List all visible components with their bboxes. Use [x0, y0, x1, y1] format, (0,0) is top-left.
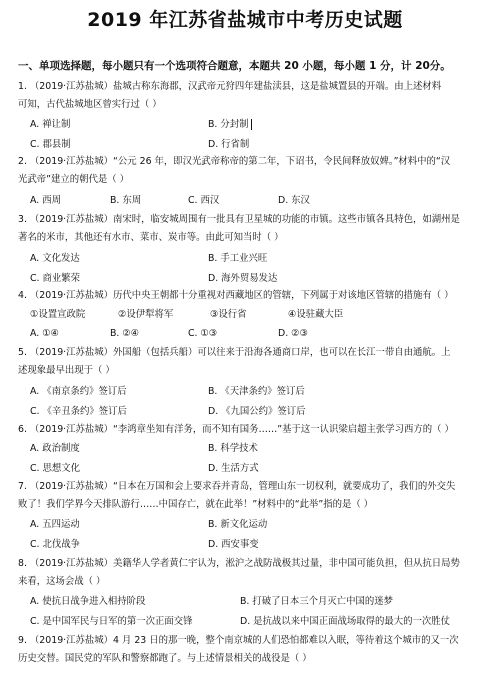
question-3-options	[30, 250, 480, 290]
page-title: 2019 年江苏省盐城市中考历史试题	[87, 9, 403, 31]
question-7-options	[30, 516, 480, 556]
question-5	[18, 344, 476, 380]
question-4-line-1: 4. （2019·江苏盐城）历代中央王朝都十分重视对西藏地区的管辖，下列属于对该地区管辖的措施有（ ）	[18, 290, 454, 301]
option-a: A. 《南京条约》签订后	[30, 386, 127, 397]
option-a: A. 文化发达	[30, 253, 80, 264]
question-1	[18, 78, 476, 114]
option-a: A. 五四运动	[30, 519, 80, 530]
option-c: C. ①③	[188, 328, 218, 339]
item-4: ④设驻藏大臣	[288, 309, 344, 320]
question-1-options	[30, 116, 480, 156]
option-a: A. 使抗日战争进入相持阶段	[30, 596, 146, 607]
option-c: C. 是中国军民与日军的第一次正面交锋	[30, 616, 193, 627]
option-b: B. 打破了日本三个月灭亡中国的迷梦	[240, 596, 394, 607]
question-3-line-2: 著名的米市，其他还有水市、菜市、炭市等。由此可知当时（ ）	[18, 232, 284, 243]
question-6	[18, 421, 476, 439]
option-a: A. 政治制度	[30, 443, 80, 454]
option-b-text: B. 分封制	[208, 119, 249, 130]
question-1-line-1: 1. （2019·江苏盐城）盐城古称东海郡，汉武帝元狩四年建盐渎县，这是盐城置县的开端。由上述材料	[18, 81, 442, 92]
option-d: D. 生活方式	[208, 463, 259, 474]
question-7-line-1: 7. （2019·江苏盐城）“日本在万国和会上要求吞并青岛，管理山东一切权利，就要成功了，我们的外交失	[18, 481, 456, 492]
section-header: 一、单项选择题，每小题只有一个选项符合题意，本题共 20 小题，每小题 1 分，计 20分。	[18, 60, 451, 72]
question-5-line-2: 述现象最早出现于（ ）	[18, 365, 115, 376]
option-a: A. 西周	[30, 195, 61, 206]
option-d: D. 是抗战以来中国正面战场取得的最大的一次胜仗	[240, 616, 451, 627]
option-b: B. 东周	[110, 195, 142, 206]
option-c: C. 思想文化	[30, 463, 81, 474]
option-d: D. 行省制	[208, 139, 250, 150]
question-8	[18, 555, 476, 591]
question-6-line-1: 6. （2019·江苏盐城）“李鸿章坐知有洋务，而不知有国务……”基于这一认识梁启超主张学习西方的（ ）	[18, 424, 454, 435]
option-d: D. 东汉	[278, 195, 310, 206]
item-1: ①设置宣政院	[30, 309, 86, 320]
question-2-options	[30, 192, 480, 212]
option-c: C. 北伐战争	[30, 539, 81, 550]
option-b: B. 《天津条约》签订后	[208, 386, 305, 397]
question-1-line-2: 可知，古代盐城地区曾实行过（ ）	[18, 99, 162, 110]
question-9-line-1: 9. （2019·江苏盐城）4 月 23 日的那一晚，整个南京城的人们恐怕都难以入眠，等待着这个城市的又一次	[18, 635, 459, 646]
option-d: D. 海外贸易发达	[208, 273, 278, 284]
option-b	[208, 116, 252, 134]
text-cursor-mark	[251, 119, 253, 130]
question-8-line-1: 8. （2019·江苏盐城）美籍华人学者黄仁宇认为，淞沪之战防战极其过量，非中国可能负担，但从抗日局势	[18, 558, 460, 569]
option-c: C. 商业繁荣	[30, 273, 81, 284]
question-5-line-1: 5. （2019·江苏盐城）外国船（包括兵船）可以往来于沿海各通商口岸，也可以在长江一带自由通航。上	[18, 347, 451, 358]
question-5-options	[30, 383, 480, 423]
option-b: B. ②④	[110, 328, 140, 339]
question-6-options	[30, 440, 480, 480]
option-c: C. 《辛丑条约》签订后	[30, 406, 127, 417]
question-9-line-2: 历史交替。国民党的军队和警察都跑了。与上述情景相关的战役是（ ）	[18, 653, 312, 664]
question-7-line-2: 败了！我们学界今天排队游行……中国存亡，就在此举！”材料中的“此举”指的是（ ）	[18, 499, 374, 510]
option-d: D. 西安事变	[208, 539, 259, 550]
question-3	[18, 211, 476, 247]
question-7	[18, 478, 476, 514]
option-d: D. 《九国公约》签订后	[208, 406, 306, 417]
question-9	[18, 632, 476, 668]
option-b: B. 手工业兴旺	[208, 253, 268, 264]
question-4-options	[30, 325, 480, 345]
item-3: ③设行省	[210, 309, 247, 320]
option-b: B. 新文化运动	[208, 519, 268, 530]
question-4-items	[30, 306, 480, 326]
option-a: A. ①④	[30, 328, 60, 339]
option-d: D. ②③	[278, 328, 308, 339]
option-b: B. 科学技术	[208, 443, 258, 454]
question-2-line-2: 光武帝”建立的朝代是（ ）	[18, 174, 129, 185]
option-c: C. 西汉	[188, 195, 220, 206]
question-4	[18, 287, 476, 305]
question-2-line-1: 2. （2019·江苏盐城）“公元 26 年，即汉光武帝称帝的第二年，下诏书，令民间释放奴婢。”材料中的“汉	[18, 156, 451, 167]
question-8-options	[30, 593, 480, 633]
question-3-line-1: 3. （2019·江苏盐城）南宋时，临安城周围有一批具有卫星城的功能的市镇。这些市镇各具特色，如湖州是	[18, 214, 460, 225]
option-c: C. 郡县制	[30, 139, 71, 150]
question-8-line-2: 来看，这场会战（ ）	[18, 576, 106, 587]
item-2: ②设伊犁将军	[118, 309, 174, 320]
option-a: A. 禅让制	[30, 119, 71, 130]
question-2	[18, 153, 476, 189]
